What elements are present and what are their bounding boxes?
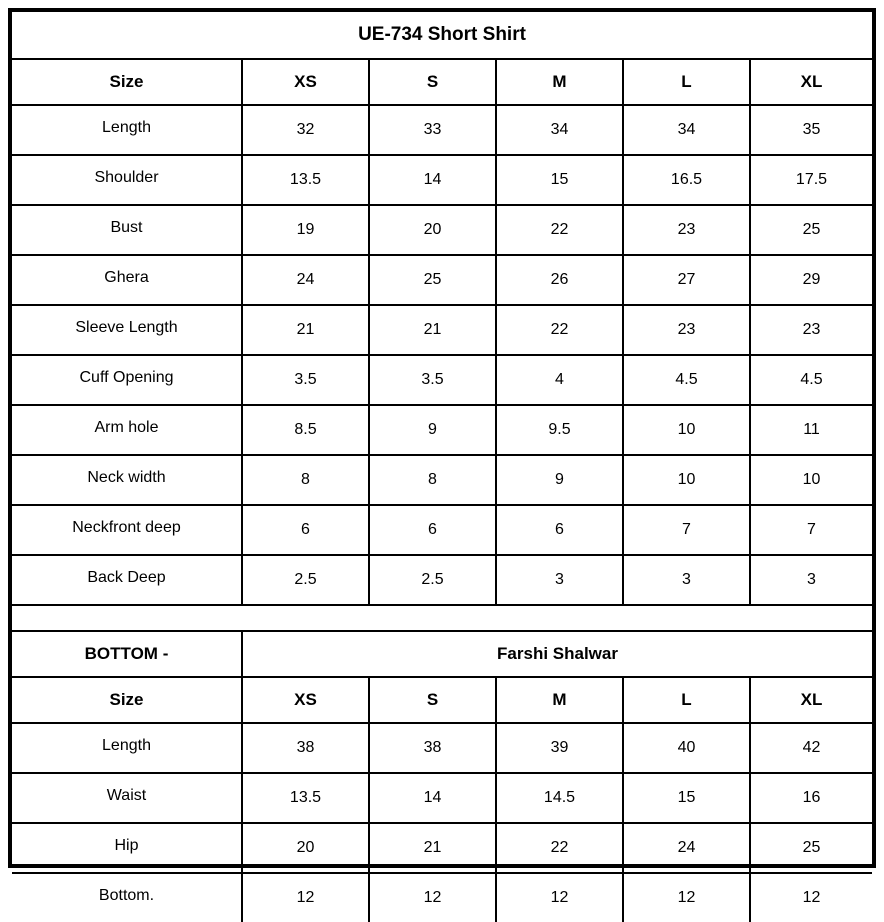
shirt-measure-row [12, 555, 872, 605]
size-header-s: S [369, 59, 496, 105]
shirt-measure-cell: 7 [623, 505, 750, 555]
shirt-measure-cell: 22 [496, 305, 623, 355]
shirt-measure-cell: 8.5 [242, 405, 369, 455]
shirt-measure-cell: 25 [750, 205, 872, 255]
shirt-measure-cell: 9.5 [496, 405, 623, 455]
bottom-measure-cell: 20 [242, 823, 369, 873]
bottom-size-header-cell: S [369, 677, 496, 723]
shirt-measure-row-label: Length [12, 105, 242, 155]
bottom-measure-cell: 15 [623, 773, 750, 823]
shirt-measure-row-label: Back Deep [12, 555, 242, 605]
shirt-measure-cell: 3.5 [242, 355, 369, 405]
size-header-m: M [496, 59, 623, 105]
shirt-measure-cell: 3 [750, 555, 872, 605]
shirt-measure-cell: 22 [496, 205, 623, 255]
shirt-measure-cell: 32 [242, 105, 369, 155]
bottom-measure-cell: 39 [496, 723, 623, 773]
shirt-measure-cell: 23 [623, 305, 750, 355]
bottom-size-header-cell: XL [750, 677, 872, 723]
bottom-measure-cell: 42 [750, 723, 872, 773]
shirt-measure-cell: 4.5 [623, 355, 750, 405]
shirt-measure-cell: 26 [496, 255, 623, 305]
shirt-measure-cell: 8 [369, 455, 496, 505]
shirt-measure-row-label: Shoulder [12, 155, 242, 205]
shirt-measure-cell: 10 [750, 455, 872, 505]
section-spacer [12, 605, 872, 631]
shirt-measure-cell: 20 [369, 205, 496, 255]
shirt-measure-row [12, 155, 872, 205]
bottom-measure-row [12, 773, 872, 823]
bottom-measure-row-label: Bottom. [12, 873, 242, 922]
shirt-measure-cell: 34 [496, 105, 623, 155]
shirt-measure-row-label: Neckfront deep [12, 505, 242, 555]
shirt-measure-row [12, 255, 872, 305]
bottom-measure-cell: 38 [242, 723, 369, 773]
shirt-measure-row-label: Arm hole [12, 405, 242, 455]
shirt-measure-cell: 33 [369, 105, 496, 155]
shirt-measure-cell: 2.5 [242, 555, 369, 605]
shirt-measure-row [12, 355, 872, 405]
shirt-measure-cell: 4.5 [750, 355, 872, 405]
bottom-measure-cell: 16 [750, 773, 872, 823]
shirt-measure-row [12, 105, 872, 155]
shirt-measure-cell: 11 [750, 405, 872, 455]
bottom-measure-cell: 40 [623, 723, 750, 773]
size-header-l: L [623, 59, 750, 105]
bottom-size-header-cell: L [623, 677, 750, 723]
bottom-measure-cell: 12 [750, 873, 872, 922]
bottom-measure-row-label: Length [12, 723, 242, 773]
shirt-measure-row-label: Sleeve Length [12, 305, 242, 355]
shirt-measure-cell: 8 [242, 455, 369, 505]
bottom-size-header-cell: M [496, 677, 623, 723]
shirt-measure-cell: 21 [369, 305, 496, 355]
bottom-title-row [12, 631, 872, 677]
bottom-measure-cell: 22 [496, 823, 623, 873]
shirt-measure-row-label: Ghera [12, 255, 242, 305]
shirt-size-header-row [12, 59, 872, 105]
bottom-section-title: Farshi Shalwar [242, 631, 872, 677]
shirt-measure-cell: 13.5 [242, 155, 369, 205]
shirt-measure-cell: 24 [242, 255, 369, 305]
size-header-label: Size [12, 59, 242, 105]
shirt-measure-row [12, 405, 872, 455]
shirt-measure-row [12, 205, 872, 255]
bottom-measure-cell: 12 [242, 873, 369, 922]
section-spacer-cell [12, 605, 872, 631]
bottom-measure-cell: 13.5 [242, 773, 369, 823]
shirt-measure-cell: 7 [750, 505, 872, 555]
shirt-measure-row [12, 505, 872, 555]
bottom-measure-row-label: Hip [12, 823, 242, 873]
shirt-measure-cell: 9 [496, 455, 623, 505]
bottom-size-header-cell: XS [242, 677, 369, 723]
shirt-measure-cell: 23 [623, 205, 750, 255]
bottom-measure-cell: 24 [623, 823, 750, 873]
shirt-measure-cell: 16.5 [623, 155, 750, 205]
shirt-measure-cell: 3 [496, 555, 623, 605]
shirt-measure-cell: 4 [496, 355, 623, 405]
shirt-measure-row [12, 455, 872, 505]
shirt-measure-cell: 17.5 [750, 155, 872, 205]
shirt-measure-cell: 34 [623, 105, 750, 155]
shirt-measure-cell: 3.5 [369, 355, 496, 405]
bottom-measure-cell: 38 [369, 723, 496, 773]
shirt-measure-cell: 6 [369, 505, 496, 555]
shirt-measure-row-label: Bust [12, 205, 242, 255]
shirt-measure-cell: 6 [496, 505, 623, 555]
bottom-size-header-label: Size [12, 677, 242, 723]
bottom-measure-row [12, 873, 872, 922]
shirt-measure-cell: 35 [750, 105, 872, 155]
shirt-measure-cell: 3 [623, 555, 750, 605]
bottom-measure-row [12, 823, 872, 873]
bottom-measure-cell: 12 [623, 873, 750, 922]
bottom-measure-cell: 12 [496, 873, 623, 922]
shirt-measure-cell: 25 [369, 255, 496, 305]
shirt-measure-cell: 6 [242, 505, 369, 555]
size-chart-table [12, 12, 872, 922]
bottom-measure-cell: 25 [750, 823, 872, 873]
shirt-measure-cell: 15 [496, 155, 623, 205]
size-header-xs: XS [242, 59, 369, 105]
shirt-measure-row [12, 305, 872, 355]
shirt-measure-cell: 19 [242, 205, 369, 255]
shirt-measure-cell: 23 [750, 305, 872, 355]
bottom-size-header-row [12, 677, 872, 723]
bottom-measure-cell: 12 [369, 873, 496, 922]
bottom-measure-row-label: Waist [12, 773, 242, 823]
bottom-measure-cell: 14.5 [496, 773, 623, 823]
chart-title: UE-734 Short Shirt [12, 12, 872, 59]
shirt-measure-row-label: Cuff Opening [12, 355, 242, 405]
bottom-section-label: BOTTOM - [12, 631, 242, 677]
size-chart [8, 8, 876, 906]
bottom-measure-row [12, 723, 872, 773]
bottom-measure-cell: 14 [369, 773, 496, 823]
shirt-measure-cell: 27 [623, 255, 750, 305]
shirt-measure-cell: 10 [623, 405, 750, 455]
shirt-measure-cell: 29 [750, 255, 872, 305]
size-header-xl: XL [750, 59, 872, 105]
shirt-measure-cell: 14 [369, 155, 496, 205]
shirt-measure-cell: 10 [623, 455, 750, 505]
shirt-measure-cell: 2.5 [369, 555, 496, 605]
shirt-measure-row-label: Neck width [12, 455, 242, 505]
bottom-measure-cell: 21 [369, 823, 496, 873]
shirt-measure-cell: 9 [369, 405, 496, 455]
shirt-measure-cell: 21 [242, 305, 369, 355]
